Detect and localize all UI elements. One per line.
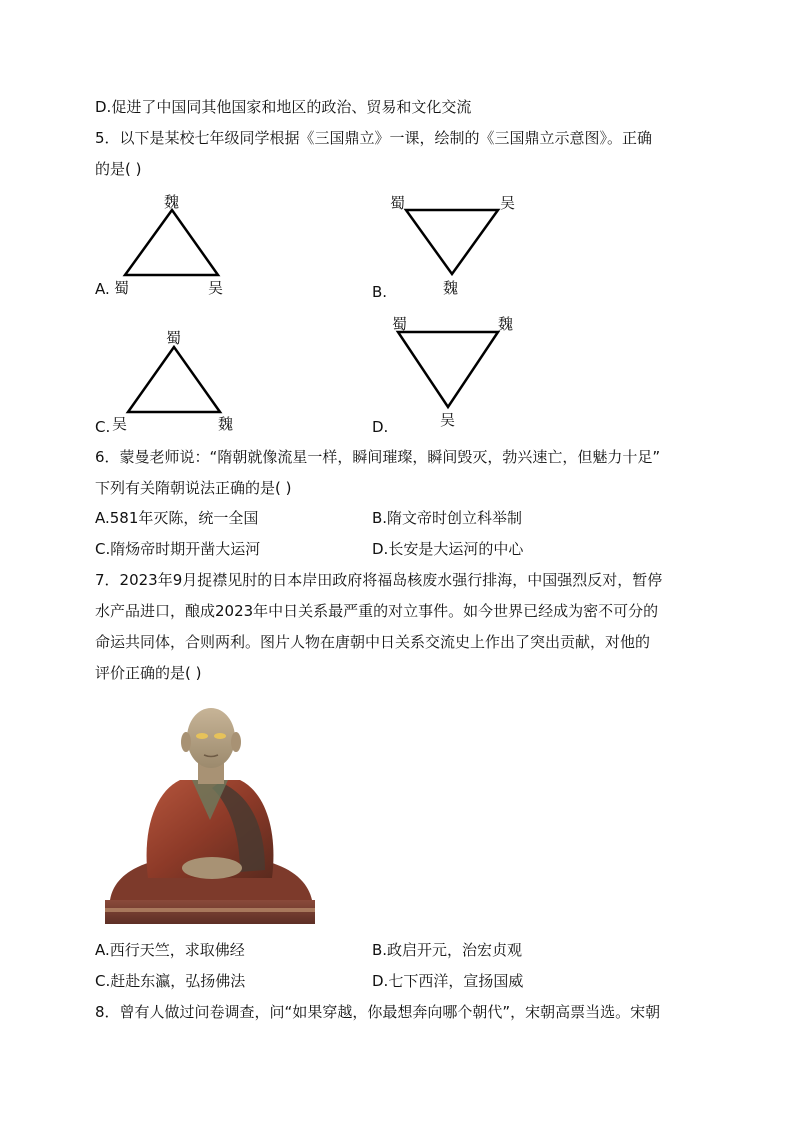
q5-option-c-right: 魏 xyxy=(218,415,234,433)
q5-option-d-diagram[interactable] xyxy=(368,310,538,435)
q5-option-c-diagram[interactable] xyxy=(90,325,250,435)
q5-option-b-diagram[interactable] xyxy=(368,185,538,305)
q5-option-d-top-right: 魏 xyxy=(498,315,514,333)
q5-option-d-bottom: 吴 xyxy=(440,411,456,429)
q5-option-a-top: 魏 xyxy=(164,193,180,211)
q5-option-a-diagram[interactable] xyxy=(90,185,250,305)
q5-option-b-top-right: 吴 xyxy=(500,194,516,212)
q5-option-c-letter: C. xyxy=(95,418,111,435)
statue-eye-left xyxy=(196,733,208,739)
statue-ear-right xyxy=(231,732,241,752)
q6-option-b[interactable]: B.隋文帝时创立科举制 xyxy=(372,509,523,527)
q7-option-c[interactable]: C.赶赴东瀛，弘扬佛法 xyxy=(95,972,246,990)
statue-head xyxy=(187,708,235,768)
q4-option-d: D.促进了中国同其他国家和地区的政治、贸易和文化交流 xyxy=(95,98,472,116)
q5-option-c-triangle xyxy=(128,347,220,412)
q5-option-b-letter: B. xyxy=(372,283,388,301)
q5-option-a-left: 蜀 xyxy=(114,279,130,297)
q8-stem-line1: 8．曾有人做过问卷调查，问“如果穿越，你最想奔向哪个朝代”，宋朝高票当选。宋朝 xyxy=(95,1003,661,1021)
q5-option-c-top: 蜀 xyxy=(166,329,182,347)
q6-stem-line2: 下列有关隋朝说法正确的是( ) xyxy=(95,479,292,497)
statue-hands xyxy=(182,857,242,879)
q5-option-c-left: 吴 xyxy=(112,415,128,433)
q5-option-b-bottom: 魏 xyxy=(443,279,459,297)
q5-option-a-letter: A. xyxy=(95,280,110,298)
q7-stem-line4: 评价正确的是( ) xyxy=(95,664,202,682)
q6-stem-line1: 6．蒙曼老师说：“隋朝就像流星一样，瞬间璀璨，瞬间毁灭，勃兴速亡，但魅力十足” xyxy=(95,448,661,466)
q5-option-d-triangle xyxy=(398,332,498,407)
q6-option-a[interactable]: A.581年灭陈，统一全国 xyxy=(95,509,259,527)
q5-option-a-triangle xyxy=(125,210,218,275)
q6-option-d[interactable]: D.长安是大运河的中心 xyxy=(372,540,524,558)
q5-stem-line1: 5．以下是某校七年级同学根据《三国鼎立》一课，绘制的《三国鼎立示意图》。正确 xyxy=(95,129,653,147)
q7-option-a[interactable]: A.西行天竺，求取佛经 xyxy=(95,941,245,959)
q5-stem-line2: 的是( ) xyxy=(95,160,142,178)
q7-option-b[interactable]: B.政启开元，治宏贞观 xyxy=(372,941,523,959)
q5-option-b-triangle xyxy=(406,210,498,274)
statue-base-trim xyxy=(105,908,315,912)
q5-option-b-top-left: 蜀 xyxy=(390,194,406,212)
statue-eye-right xyxy=(214,733,226,739)
q7-stem-line1: 7．2023年9月捉襟见肘的日本岸田政府将福岛核废水强行排海，中国强烈反对，暂停 xyxy=(95,571,663,589)
q7-option-d[interactable]: D.七下西洋，宣扬国威 xyxy=(372,972,524,990)
q5-option-d-top-left: 蜀 xyxy=(392,315,408,333)
q7-stem-line2: 水产品进口，酿成2023年中日关系最严重的对立事件。如今世界已经成为密不可分的 xyxy=(95,602,659,620)
q6-option-c[interactable]: C.隋炀帝时期开凿大运河 xyxy=(95,540,261,558)
q7-stem-line3: 命运共同体，合则两利。图片人物在唐朝中日关系交流史上作出了突出贡献，对他的 xyxy=(95,633,651,651)
monk-statue-image xyxy=(100,700,320,930)
q5-option-a-right: 吴 xyxy=(208,279,224,297)
statue-ear-left xyxy=(181,732,191,752)
q5-option-d-letter: D. xyxy=(372,418,389,435)
